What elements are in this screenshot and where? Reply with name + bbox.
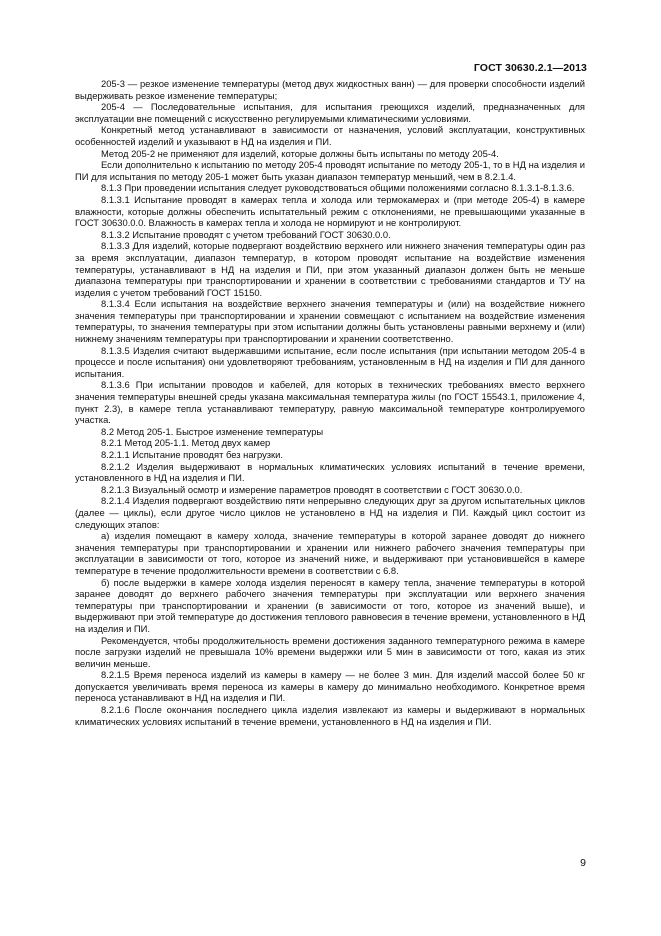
paragraph: 8.2.1.1 Испытание проводят без нагрузки. (101, 449, 284, 460)
paragraph: 8.1.3.2 Испытание проводят с учетом требований ГОСТ 30630.0.0. (101, 228, 391, 240)
paragraph: 8.1.3.4 Если испытания на воздействие верхнего значения температуры и (или) на воздействие нижнего значения температуры при транспортировании и хранении совмещают с испытанием на воздействие изменения температуры, то значения температуры при этом испытании должны быть установлены равными верхнему и (или) нижнему значениям температуры при транспортировании и хранении соответственно. (75, 298, 585, 345)
body-text (75, 78, 585, 727)
paragraph: 205-4 — Последовательные испытания, для испытания греющихся изделий, предназначенных для эксплуатации вне помещений с искусственно регулируемыми климатическими условиями. (75, 101, 585, 124)
document-code-header: ГОСТ 30630.2.1—2013 (473, 62, 587, 74)
list-item: а) изделия помещают в камеру холода, значение температуры в которой заранее доводят до нижнего значения температуры при транспортировании и хранении или нижнего рабочего значения температуры при эксплуатации в зависимости от того, которое из значений ниже, и выдерживают при установившейся в камере температуре в течение продолжительности времени в соответствии с 6.8. (75, 530, 585, 576)
list-item: б) после выдержки в камере холода изделия переносят в камеру тепла, значение температуры в которой заранее доводят до верхнего рабочего значения температуры при эксплуатации или верхнего значения температуры при транспортировании и хранении (в зависимости от того, которое из значений выше), и выдерживают при этой температуре до достижения теплового равновесия в течение времени, установленного в НД на изделия и ПИ. (75, 576, 585, 634)
paragraph: 8.2.1.2 Изделия выдерживают в нормальных климатических условиях испытаний в течение времени, установленного в НД на изделия и ПИ. (75, 460, 585, 484)
paragraph: 8.1.3.1 Испытание проводят в камерах тепла и холода или термокамерах и (при методе 205-4) в камере влажности, которые должны обеспечить испытательный режим с отклонениями, не превышающими указанные в ГОСТ 30630.0.0. Влажность в камерах тепла и холода не нормируют и не контролируют. (75, 193, 585, 229)
paragraph: 8.2.1.3 Визуальный осмотр и измерение параметров проводят в соответствии с ГОСТ 30630.0.0. (101, 483, 523, 495)
subsection-heading: 8.2.1 Метод 205-1.1. Метод двух камер (101, 437, 271, 449)
paragraph: Метод 205-2 не применяют для изделий, которые должны быть испытаны по методу 205-4. (101, 147, 499, 159)
paragraph: Конкретный метод устанавливают в зависимости от назначения, условий эксплуатации, конструктивных особенностей изделий и указывают в НД на изделия и ПИ. (75, 124, 585, 147)
paragraph: Рекомендуется, чтобы продолжительность времени достижения заданного температурного режима в камере после загрузки изделий не превышала 10% времени выдержки или 5 мин в зависимости от того, какая из этих величин меньше. (75, 634, 585, 669)
paragraph: 205-3 — резкое изменение температуры (метод двух жидкостных ванн) — для проверки способности изделий выдерживать резкое изменение температуры; (75, 78, 585, 101)
paragraph: 8.2.1.5 Время переноса изделий из камеры в камеру — не более 3 мин. Для изделий массой более 50 кг допускается увеличивать время переноса из камеры в камеру до минимально необходимого. Конкретное время переноса устанавливают в НД на изделия и ПИ. (75, 669, 585, 704)
page-number: 9 (580, 857, 586, 869)
paragraph: 8.1.3.3 Для изделий, которые подвергают воздействию верхнего или нижнего значения температуры один раз за время эксплуатации, диапазон температур, в котором проводят испытание на воздействие изменения температуры, устанавливают в НД на изделия и ПИ, при этом указанный диапазон должен быть не меньше диапазона температуры при транспортировании и хранении в соответствии с требованиями стандартов и ТУ на изделия с учетом требований ГОСТ 15150. (75, 240, 585, 298)
paragraph: 8.1.3.6 При испытании проводов и кабелей, для которых в технических требованиях вместо верхнего значения температуры внешней среды указана максимальная температура жилы (по ГОСТ 15543.1, приложение 4, пункт 2.3), в камере тепла устанавливают температуру, равную максимальной температуре контролируемого участка. (75, 379, 585, 426)
section-heading: 8.2 Метод 205-1. Быстрое изменение температуры (101, 425, 324, 437)
paragraph: Если дополнительно к испытанию по методу 205-4 проводят испытание по методу 205-1, то в НД на изделия и ПИ для испытания по методу 205-1 может быть указан диапазон температур меньший, чем в 8.2.1.4. (75, 159, 585, 182)
paragraph: 8.1.3 При проведении испытания следует руководствоваться общими положениями согласно 8.1.3.1-8.1.3.6. (101, 182, 575, 194)
paragraph: 8.2.1.4 Изделия подвергают воздействию пяти непрерывно следующих друг за другом испытательных циклов (далее — циклы), если другое число циклов не установлено в НД на изделия и ПИ. Каждый цикл состоит из следующих этапов: (75, 495, 585, 530)
paragraph: 8.2.1.6 После окончания последнего цикла изделия извлекают из камеры и выдерживают в нормальных климатических условиях испытаний в течение времени, установленного в НД на изделия и ПИ. (75, 704, 585, 727)
paragraph: 8.1.3.5 Изделия считают выдержавшими испытание, если после испытания (при испытании методом 205-4 в процессе и после испытания) они удовлетворяют требованиям, установленным в НД на изделия и ПИ для данного испытания. (75, 344, 585, 379)
